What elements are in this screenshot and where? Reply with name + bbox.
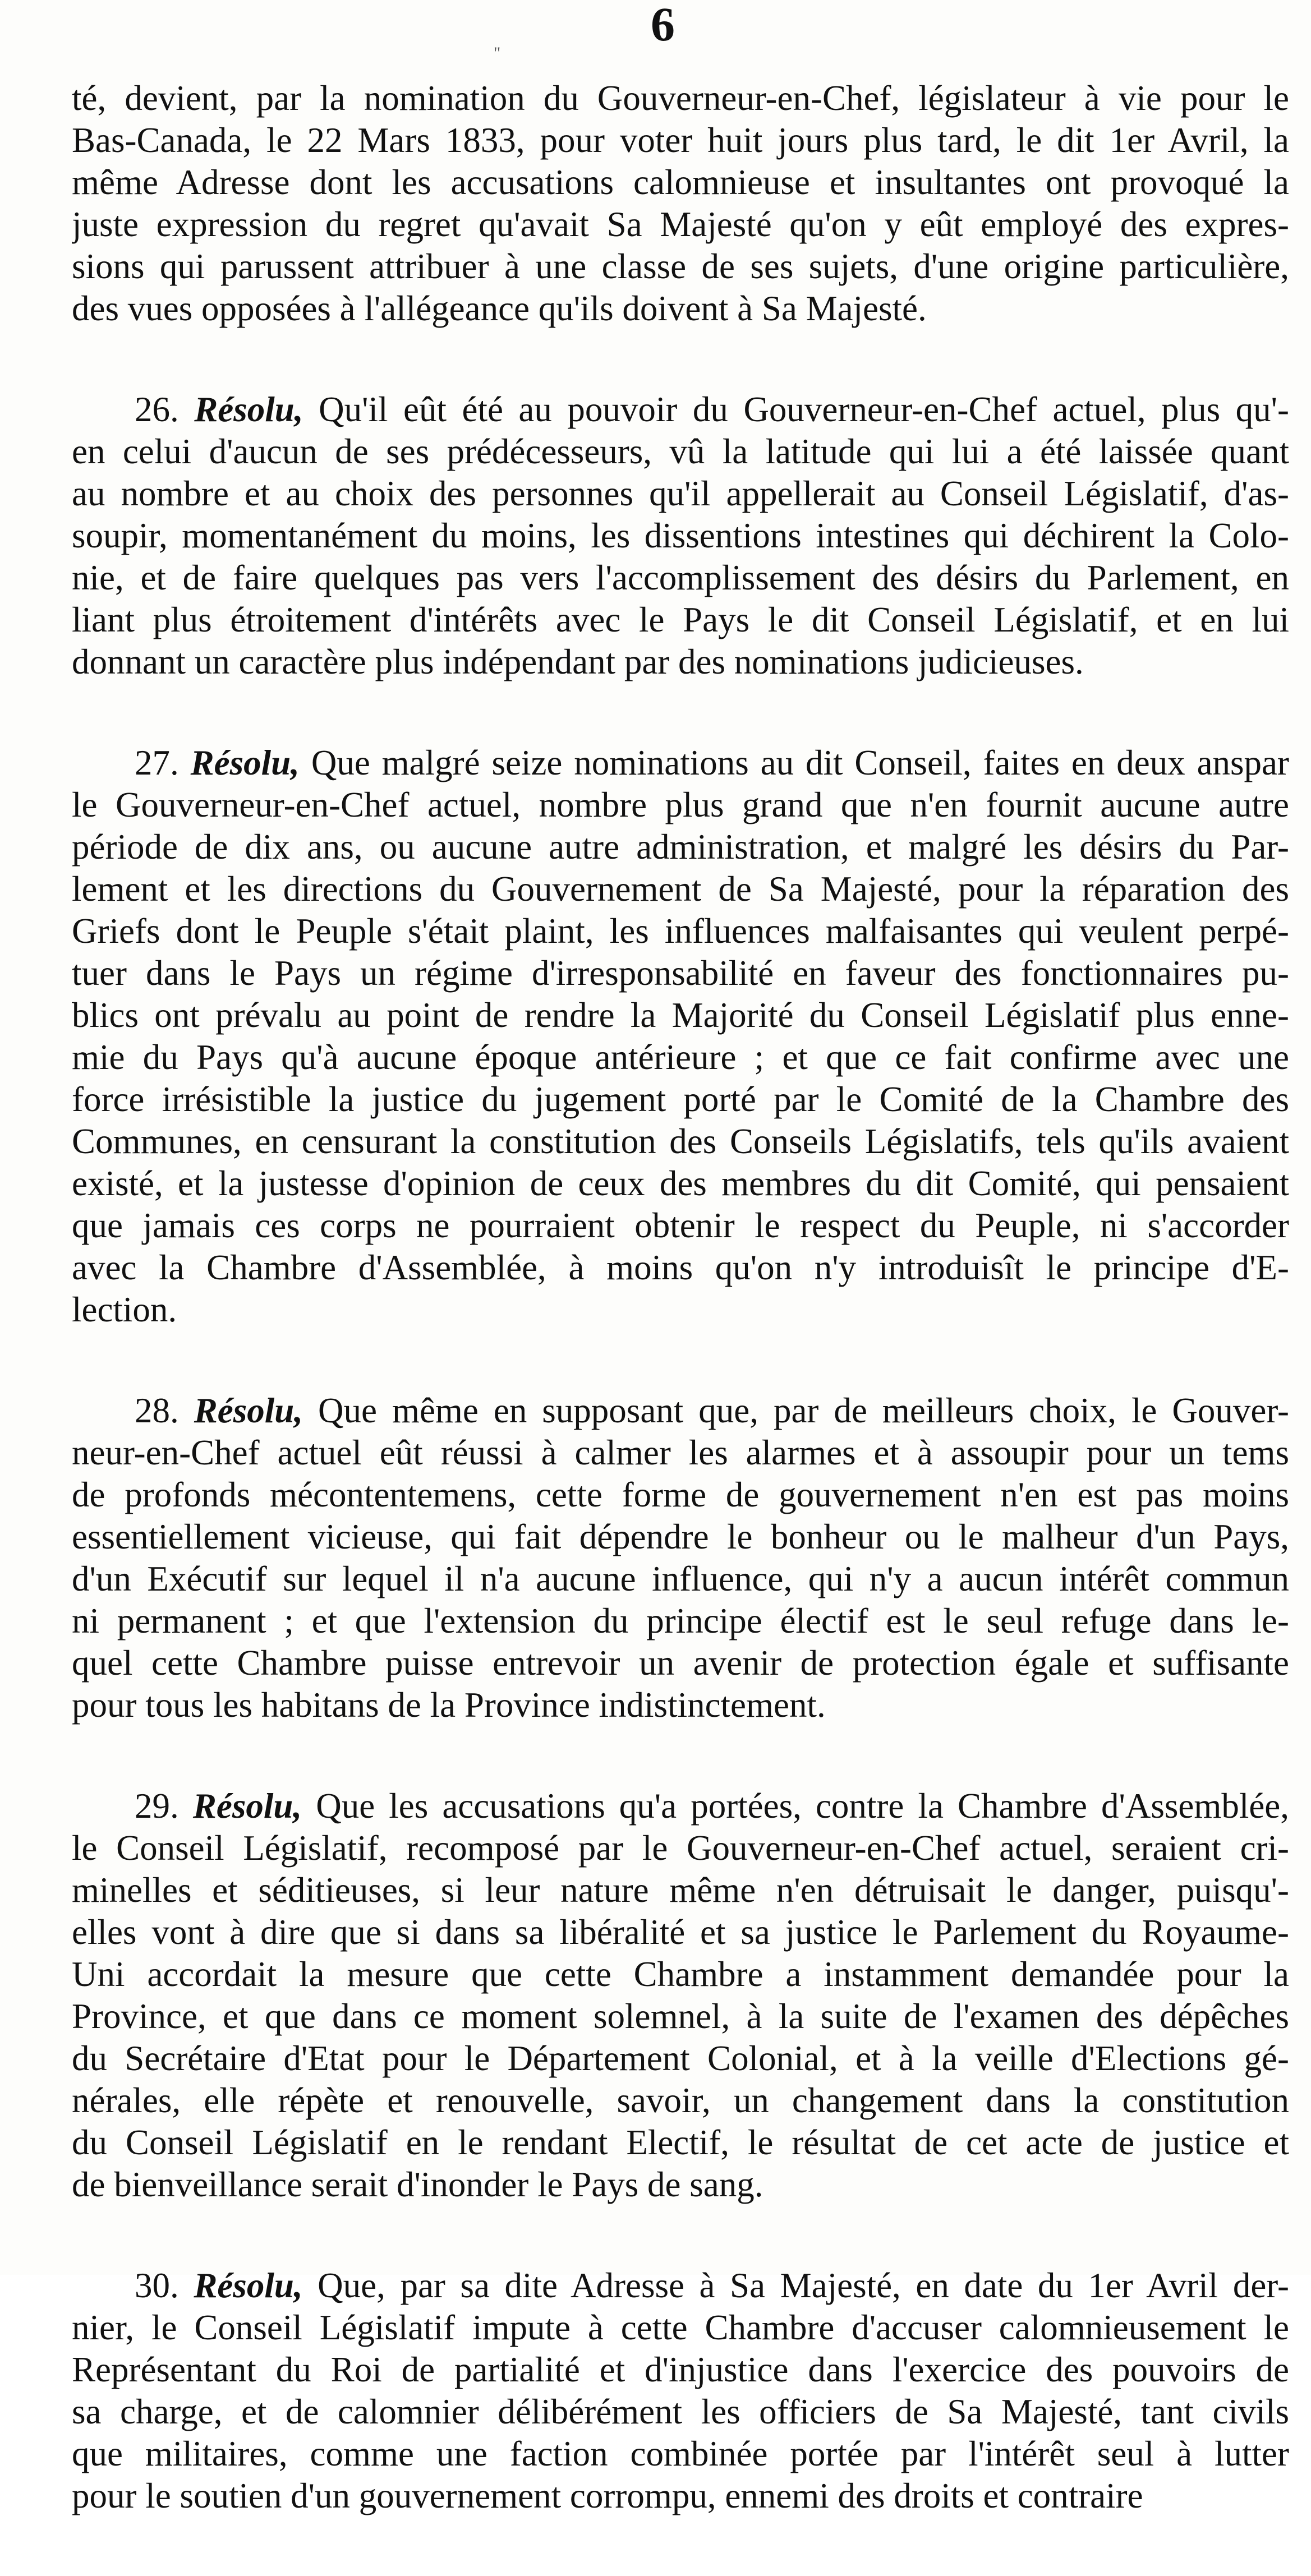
- line-text: liant plus étroitement d'intérêts avec le Pays le dit Conseil Législatif, et en lui: [72, 600, 1289, 639]
- text-line: [72, 784, 1289, 826]
- text-line: [72, 2080, 1289, 2122]
- text-line: [72, 1642, 1289, 1684]
- line-text: tuer dans le Pays un régime d'irresponsabilité en faveur des fonctionnaires pu-: [72, 953, 1289, 993]
- line-text: le Conseil Législatif, recomposé par le Gouverneur-en-Chef actuel, seraient cri-: [72, 1828, 1289, 1868]
- line-text: d'un Exécutif sur lequel il n'a aucune influence, qui n'y a aucun intérêt commun: [72, 1559, 1289, 1598]
- text-line: [72, 1247, 1289, 1289]
- text-line: [72, 77, 1289, 119]
- text-line: [72, 641, 1289, 683]
- text-line: [72, 868, 1289, 910]
- line-text: nier, le Conseil Législatif impute à cette Chambre d'accuser calomnieusement le: [72, 2308, 1289, 2347]
- text-line: [72, 119, 1289, 162]
- text-line: [72, 2265, 1289, 2307]
- line-text: Que, par sa dite Adresse à Sa Majesté, en date du 1er Avril der-: [318, 2266, 1289, 2305]
- resolution-number: 26.: [135, 390, 179, 429]
- line-text: soupir, momentanément du moins, les dissentions intestines qui déchirent la Colo-: [72, 516, 1289, 555]
- text-line: [72, 1516, 1289, 1558]
- text-line: [72, 1474, 1289, 1516]
- line-text: même Adresse dont les accusations calomnieuse et insultantes ont provoqué la: [72, 163, 1289, 202]
- line-text: Que malgré seize nominations au dit Conseil, faites en deux anspar: [311, 743, 1289, 782]
- text-line: [72, 473, 1289, 515]
- text-line: [72, 1079, 1289, 1121]
- text-line: [72, 1390, 1289, 1432]
- text-line: [72, 2349, 1289, 2391]
- line-text: Que les accusations qu'a portées, contre la Chambre d'Assemblée,: [316, 1786, 1289, 1826]
- text-line: [72, 515, 1289, 557]
- text-line: [72, 2164, 1289, 2206]
- resolution-number: 29.: [135, 1786, 179, 1826]
- line-text: elles vont à dire que si dans sa libéralité et sa justice le Parlement du Royaume-: [72, 1913, 1289, 1952]
- line-text: de bienveillance serait d'inonder le Pays de sang.: [72, 2165, 763, 2204]
- text-line: [72, 1911, 1289, 1953]
- line-text: pour le soutien d'un gouvernement corrompu, ennemi des droits et contraire: [72, 2476, 1143, 2515]
- text-line: [72, 1036, 1289, 1079]
- document-body: [72, 77, 1289, 2576]
- line-text: que jamais ces corps ne pourraient obtenir le respect du Peuple, ni s'accorder: [72, 1206, 1289, 1245]
- line-text: Province, et que dans ce moment solemnel, à la suite de l'examen des dépêches: [72, 1997, 1289, 2036]
- text-line: [72, 994, 1289, 1036]
- line-text: le Gouverneur-en-Chef actuel, nombre plus grand que n'en fournit aucune autre: [72, 785, 1289, 824]
- text-line: [72, 288, 1289, 330]
- line-text: Uni accordait la mesure que cette Chambre a instamment demandée pour la: [72, 1955, 1289, 1994]
- text-line: [72, 2122, 1289, 2164]
- text-line: [72, 1205, 1289, 1247]
- paragraph-p26: [72, 389, 1289, 683]
- text-line: [72, 2433, 1289, 2475]
- text-line: [72, 599, 1289, 641]
- paragraph-p25-tail: [72, 77, 1289, 330]
- text-line: [72, 389, 1289, 431]
- line-text: que militaires, comme une faction combinée portée par l'intérêt seul à lutter: [72, 2434, 1289, 2473]
- line-text: Représentant du Roi de partialité et d'injustice dans l'exercice des pouvoirs de: [72, 2350, 1289, 2389]
- line-text: période de dix ans, ou aucune autre administration, et malgré les désirs du Par-: [72, 827, 1289, 867]
- line-text: juste expression du regret qu'avait Sa Majesté qu'on y eût employé des expres-: [72, 205, 1289, 244]
- line-text: au nombre et au choix des personnes qu'il appellerait au Conseil Législatif, d'as-: [72, 474, 1289, 513]
- text-line: [72, 1558, 1289, 1600]
- line-text: neur-en-Chef actuel eût réussi à calmer les alarmes et à assoupir pour un tems: [72, 1433, 1289, 1472]
- line-text: force irrésistible la justice du jugement porté par le Comité de la Chambre des: [72, 1080, 1289, 1119]
- text-line: [72, 1289, 1289, 1331]
- resolution-number: 30.: [135, 2266, 179, 2305]
- line-text: du Secrétaire d'Etat pour le Département Colonial, et à la veille d'Elections gé-: [72, 2039, 1289, 2078]
- text-line: [72, 246, 1289, 288]
- resolution-number: 28.: [135, 1391, 179, 1430]
- line-text: du Conseil Législatif en le rendant Electif, le résultat de cet acte de justice et: [72, 2123, 1289, 2162]
- text-line: [72, 2307, 1289, 2349]
- text-line: [72, 1996, 1289, 2038]
- text-line: [72, 910, 1289, 952]
- text-line: [72, 204, 1289, 246]
- print-speck: ": [494, 44, 501, 62]
- line-text: Que même en supposant que, par de meilleurs choix, le Gouver-: [318, 1391, 1289, 1430]
- text-line: [72, 1600, 1289, 1642]
- text-line: [72, 1121, 1289, 1163]
- text-line: [72, 1785, 1289, 1827]
- line-text: nérales, elle répète et renouvelle, savoir, un changement dans la constitution: [72, 2081, 1289, 2120]
- line-text: Bas-Canada, le 22 Mars 1833, pour voter huit jours plus tard, le dit 1er Avril, la: [72, 121, 1289, 160]
- text-line: [72, 2391, 1289, 2433]
- paragraph-p29: [72, 1785, 1289, 2206]
- line-text: existé, et la justesse d'opinion de ceux des membres du dit Comité, qui pensaient: [72, 1164, 1289, 1203]
- line-text: Griefs dont le Peuple s'était plaint, les influences malfaisantes qui veulent perpé-: [72, 911, 1289, 951]
- text-line: [72, 952, 1289, 994]
- text-line: [72, 2038, 1289, 2080]
- resolu-label: Résolu,: [194, 2266, 303, 2305]
- line-text: sions qui parussent attribuer à une classe de ses sujets, d'une origine particulière,: [72, 247, 1289, 286]
- line-text: pour tous les habitans de la Province indistinctement.: [72, 1685, 826, 1725]
- line-text: blics ont prévalu au point de rendre la Majorité du Conseil Législatif plus enne-: [72, 996, 1289, 1035]
- line-text: minelles et séditieuses, si leur nature même n'en détruisait le danger, puisqu'-: [72, 1870, 1289, 1910]
- paragraph-p30: [72, 2265, 1289, 2517]
- paragraph-p28: [72, 1390, 1289, 1726]
- paragraph-p27: [72, 742, 1289, 1331]
- resolu-label: Résolu,: [194, 390, 303, 429]
- line-text: Qu'il eût été au pouvoir du Gouverneur-en-Chef actuel, plus qu'-: [319, 390, 1289, 429]
- text-line: [72, 1684, 1289, 1726]
- resolu-label: Résolu,: [194, 1391, 303, 1430]
- line-text: avec la Chambre d'Assemblée, à moins qu'on n'y introduisît le principe d'E-: [72, 1248, 1289, 1287]
- text-line: [72, 1827, 1289, 1869]
- text-line: [72, 1163, 1289, 1205]
- text-line: [72, 431, 1289, 473]
- line-text: de profonds mécontentemens, cette forme de gouvernement n'en est pas moins: [72, 1475, 1289, 1514]
- text-line: [72, 742, 1289, 784]
- text-line: [72, 2475, 1289, 2517]
- page-number: 6: [651, 0, 675, 51]
- text-line: [72, 1869, 1289, 1911]
- resolu-label: Résolu,: [192, 1786, 302, 1826]
- line-text: té, devient, par la nomination du Gouverneur-en-Chef, législateur à vie pour le: [72, 79, 1289, 118]
- resolu-label: Résolu,: [190, 743, 300, 782]
- text-line: [72, 162, 1289, 204]
- line-text: sa charge, et de calomnier délibérément les officiers de Sa Majesté, tant civils: [72, 2392, 1289, 2431]
- resolution-number: 27.: [135, 743, 179, 782]
- line-text: des vues opposées à l'allégeance qu'ils doivent à Sa Majesté.: [72, 289, 927, 328]
- text-line: [72, 826, 1289, 868]
- line-text: mie du Pays qu'à aucune époque antérieure ; et que ce fait confirme avec une: [72, 1038, 1289, 1077]
- text-line: [72, 1432, 1289, 1474]
- line-text: donnant un caractère plus indépendant par des nominations judicieuses.: [72, 642, 1084, 681]
- line-text: nie, et de faire quelques pas vers l'accomplissement des désirs du Parlement, en: [72, 558, 1289, 597]
- line-text: essentiellement vicieuse, qui fait dépendre le bonheur ou le malheur d'un Pays,: [72, 1517, 1289, 1556]
- line-text: en celui d'aucun de ses prédécesseurs, vû la latitude qui lui a été laissée quant: [72, 432, 1289, 471]
- line-text: lement et les directions du Gouvernement de Sa Majesté, pour la réparation des: [72, 869, 1289, 909]
- line-text: lection.: [72, 1290, 177, 1329]
- line-text: Communes, en censurant la constitution des Conseils Législatifs, tels qu'ils avaient: [72, 1122, 1289, 1161]
- text-line: [72, 1953, 1289, 1996]
- line-text: ni permanent ; et que l'extension du principe électif est le seul refuge dans le-: [72, 1601, 1289, 1640]
- line-text: quel cette Chambre puisse entrevoir un avenir de protection égale et suffisante: [72, 1643, 1289, 1683]
- text-line: [72, 557, 1289, 599]
